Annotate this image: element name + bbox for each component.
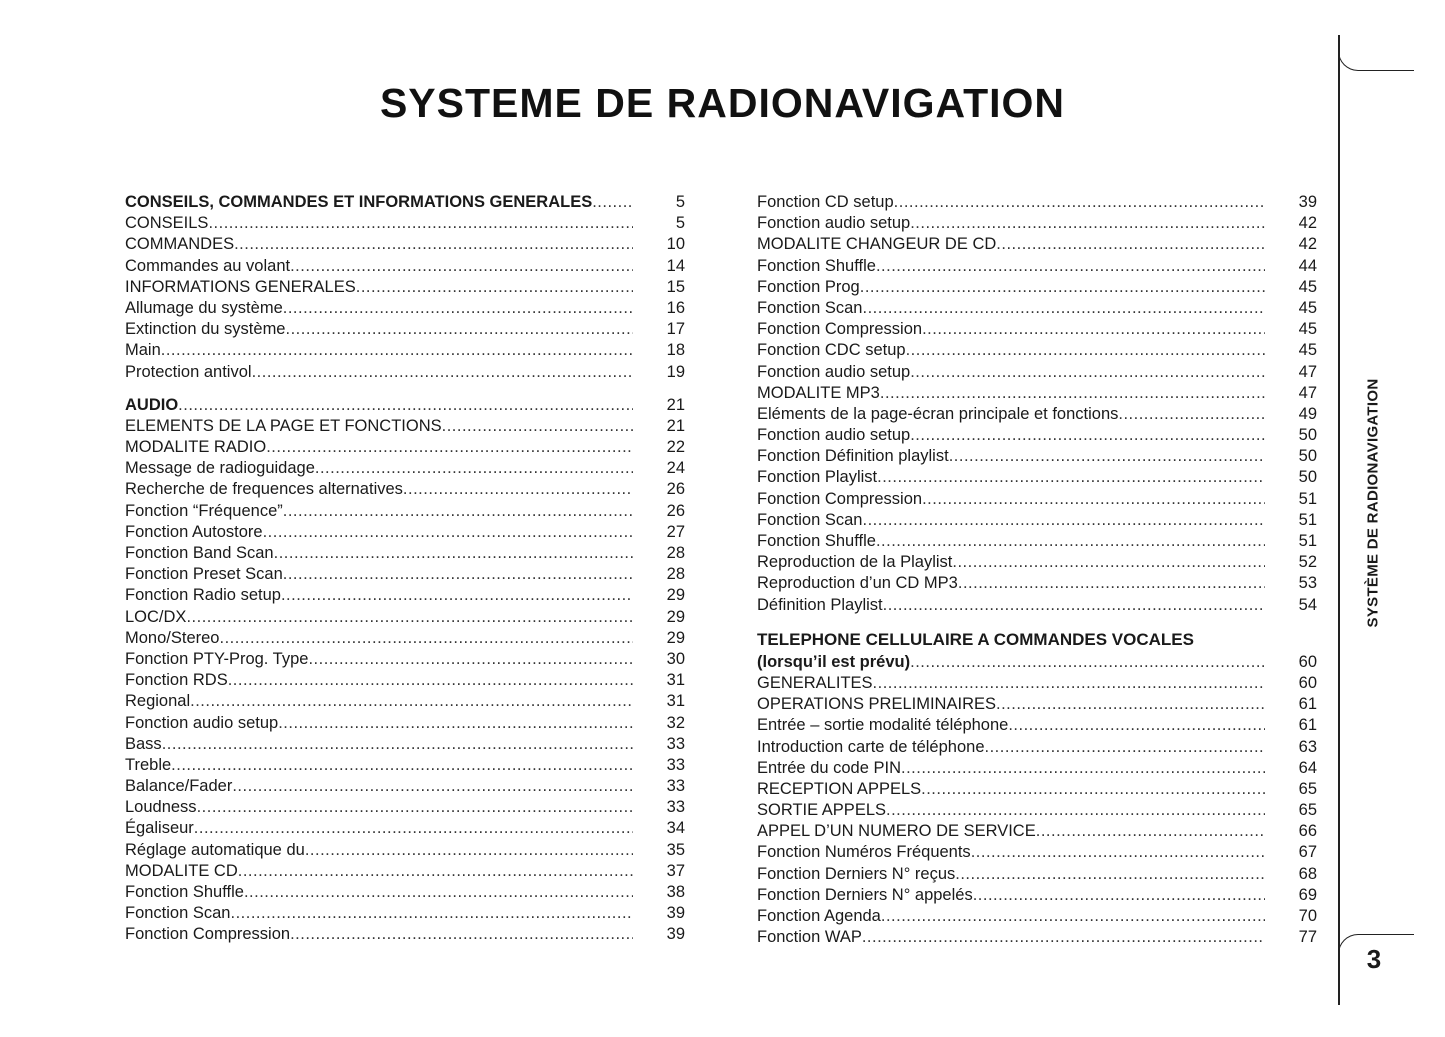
toc-entry-page: 70: [1298, 907, 1317, 925]
toc-entry-label: Main: [125, 341, 161, 360]
toc-entry-label: Allumage du système: [125, 298, 283, 317]
toc-entry-page: 42: [1298, 214, 1317, 233]
toc-entry-page: 51: [1298, 532, 1317, 550]
side-tab-top-corner: [1338, 50, 1414, 71]
toc-entry[interactable]: [757, 673, 1317, 694]
toc-entry-page: 18: [666, 341, 685, 360]
toc-entry-label: CONSEILS: [125, 214, 209, 233]
toc-entry[interactable]: [125, 256, 685, 277]
toc-entry[interactable]: [757, 362, 1317, 383]
dot-leader: [283, 501, 633, 522]
toc-entry-page: 30: [666, 649, 685, 668]
toc-entry[interactable]: [757, 298, 1317, 319]
dot-leader: [171, 755, 633, 776]
toc-entry-label: Égaliseur: [125, 819, 194, 838]
toc-entry[interactable]: [757, 800, 1317, 821]
toc-entry-label: Fonction Autostore: [125, 522, 263, 541]
dot-leader: [197, 797, 633, 818]
toc-entry[interactable]: [125, 479, 685, 500]
toc-entry-page: 66: [1298, 822, 1317, 841]
dot-leader: [958, 573, 1265, 594]
toc-entry-page: 45: [1298, 277, 1317, 296]
toc-entry[interactable]: [125, 903, 685, 924]
dot-leader: [283, 298, 633, 319]
toc-entry-label: Mono/Stereo: [125, 628, 220, 647]
dot-leader: [442, 416, 633, 437]
toc-entry-label: CONSEILS, COMMANDES ET INFORMATIONS GENERALES: [125, 193, 593, 211]
dot-leader: [876, 531, 1265, 552]
toc-entry[interactable]: [757, 383, 1317, 404]
dot-leader: [274, 543, 633, 564]
toc-entry-label: Fonction Scan: [757, 298, 863, 317]
toc-entry-page: 51: [1298, 489, 1317, 508]
toc-entry-page: 19: [666, 362, 685, 381]
toc-entry[interactable]: [125, 924, 685, 945]
toc-entry-page: 61: [1298, 695, 1317, 714]
dot-leader: [921, 779, 1265, 800]
toc-entry-page: 26: [666, 501, 685, 520]
toc-entry-page: 64: [1298, 758, 1317, 777]
toc-entry-page: 29: [666, 607, 685, 626]
toc-entry[interactable]: [125, 543, 685, 564]
section-gap: [757, 616, 1317, 628]
toc-entry-label: Fonction Derniers N° appelés: [757, 885, 973, 904]
dot-leader: [862, 927, 1265, 948]
toc-entry[interactable]: [125, 319, 685, 340]
dot-leader: [985, 737, 1266, 758]
toc-entry-label: Loudness: [125, 798, 197, 817]
toc-entry[interactable]: [757, 595, 1317, 616]
toc-entry[interactable]: [757, 531, 1317, 552]
toc-entry[interactable]: [125, 649, 685, 670]
toc-entry-label: INFORMATIONS GENERALES: [125, 277, 356, 296]
dot-leader: [186, 607, 633, 628]
dot-leader: [906, 340, 1265, 361]
toc-entry-page: 50: [1298, 426, 1317, 445]
dot-leader: [252, 362, 633, 383]
toc-entry-label: Eléments de la page-écran principale et fonctions: [757, 404, 1119, 423]
toc-entry-label: Fonction Shuffle: [757, 256, 876, 275]
toc-entry-label: Fonction Radio setup: [125, 586, 281, 605]
toc-entry-label: Entrée – sortie modalité téléphone: [757, 716, 1009, 735]
toc-entry[interactable]: [757, 319, 1317, 340]
toc-entry-page: 31: [666, 671, 685, 690]
dot-leader: [910, 213, 1265, 234]
toc-entry[interactable]: [125, 607, 685, 628]
toc-entry-label: SORTIE APPELS: [757, 801, 887, 820]
dot-leader: [996, 694, 1265, 715]
dot-leader: [873, 673, 1265, 694]
dot-leader: [403, 479, 633, 500]
toc-entry[interactable]: [757, 510, 1317, 531]
toc-entry[interactable]: [757, 573, 1317, 594]
toc-entry-page: 63: [1298, 737, 1317, 756]
dot-leader: [219, 628, 633, 649]
toc-entry[interactable]: [125, 234, 685, 255]
dot-leader: [283, 564, 633, 585]
dot-leader: [883, 595, 1265, 616]
toc-entry-page: 21: [666, 416, 685, 435]
toc-entry-label: ELEMENTS DE LA PAGE ET FONCTIONS: [125, 416, 442, 435]
toc-entry-label: Fonction Compression: [757, 320, 923, 339]
toc-entry[interactable]: [757, 552, 1317, 573]
dot-leader: [281, 585, 633, 606]
toc-entry-page: 53: [1298, 574, 1317, 593]
toc-entry-label: Fonction audio setup: [125, 713, 279, 732]
toc-entry[interactable]: [125, 522, 685, 543]
toc-entry-label: Définition Playlist: [757, 595, 883, 614]
toc-entry-page: 33: [666, 734, 685, 753]
toc-entry-label: Fonction WAP: [757, 928, 862, 947]
toc-entry-label: Extinction du système: [125, 320, 286, 339]
toc-entry-label: Fonction Compression: [757, 489, 923, 508]
toc-entry[interactable]: [125, 861, 685, 882]
toc-entry[interactable]: [125, 818, 685, 839]
dot-leader: [228, 670, 633, 691]
toc-entry-page: 50: [1298, 468, 1317, 487]
toc-entry-page: 50: [1298, 447, 1317, 466]
toc-entry-label: Fonction RDS: [125, 671, 228, 690]
dot-leader: [910, 652, 1265, 673]
dot-leader: [877, 467, 1265, 488]
toc-entry-label: Message de radioguidage: [125, 459, 315, 478]
dot-leader: [862, 298, 1265, 319]
dot-leader: [971, 842, 1265, 863]
toc-entry[interactable]: [125, 691, 685, 712]
toc-entry-page: 65: [1298, 779, 1317, 798]
toc-entry[interactable]: [125, 340, 685, 361]
toc-entry[interactable]: [125, 213, 685, 234]
dot-leader: [162, 734, 633, 755]
toc-entry[interactable]: [757, 864, 1317, 885]
toc-entry[interactable]: [125, 734, 685, 755]
dot-leader: [290, 924, 633, 945]
dot-leader: [1036, 821, 1265, 842]
toc-entry-label: GENERALITES: [757, 673, 873, 692]
toc-entry[interactable]: [757, 694, 1317, 715]
toc-section-heading: TELEPHONE CELLULAIRE A COMMANDES VOCALES: [757, 629, 1194, 649]
toc-entry-label: Fonction Compression: [125, 925, 291, 944]
toc-entry-page: 68: [1298, 864, 1317, 883]
toc-entry-page: 52: [1298, 553, 1317, 572]
toc-entry[interactable]: [757, 446, 1317, 467]
toc-entry-label: APPEL D’UN NUMERO DE SERVICE: [757, 822, 1036, 841]
toc-entry-label: COMMANDES: [125, 235, 235, 254]
toc-entry-label: Fonction Preset Scan: [125, 565, 283, 584]
toc-entry-label: Reproduction d’un CD MP3: [757, 574, 958, 593]
dot-leader: [290, 256, 633, 277]
toc-entry-page: 77: [1298, 928, 1317, 947]
dot-leader: [886, 800, 1265, 821]
toc-left-column: [125, 192, 685, 946]
toc-entry-page: 24: [666, 459, 685, 478]
toc-entry-page: 27: [666, 522, 685, 541]
dot-leader: [244, 882, 633, 903]
toc-entry[interactable]: [125, 501, 685, 522]
toc-entry-page: 44: [1298, 256, 1317, 275]
dot-leader: [901, 758, 1265, 779]
dot-leader: [232, 776, 633, 797]
toc-entry-label: Fonction Shuffle: [757, 532, 876, 550]
toc-entry-label: Commandes au volant: [125, 256, 291, 275]
toc-entry-page: 21: [666, 395, 685, 414]
toc-entry-label: Entrée du code PIN: [757, 758, 902, 777]
toc-entry-label: LOC/DX: [125, 607, 187, 626]
toc-entry-page: 31: [666, 692, 685, 711]
toc-entry-page: 37: [666, 861, 685, 880]
toc-entry-label: Regional: [125, 692, 191, 711]
toc-entry-label: Fonction PTY-Prog. Type: [125, 649, 309, 668]
dot-leader: [238, 861, 633, 882]
toc-entry[interactable]: [125, 797, 685, 818]
dot-leader: [881, 906, 1265, 927]
toc-entry[interactable]: [125, 564, 685, 585]
dot-leader: [230, 903, 633, 924]
dot-leader: [234, 234, 633, 255]
toc-entry[interactable]: [757, 842, 1317, 863]
toc-entry-label: RECEPTION APPELS: [757, 779, 922, 798]
toc-entry-label: Fonction Band Scan: [125, 544, 274, 562]
dot-leader: [949, 446, 1265, 467]
dot-leader: [266, 437, 633, 458]
toc-entry-label: Recherche de frequences alternatives: [125, 480, 403, 499]
toc-entry[interactable]: [757, 737, 1317, 758]
toc-entry[interactable]: [125, 416, 685, 437]
toc-entry[interactable]: [125, 755, 685, 776]
toc-entry-page: 39: [666, 925, 685, 944]
toc-entry-page: 15: [666, 277, 685, 296]
toc-entry-label: Bass: [125, 734, 162, 753]
toc-entry[interactable]: [757, 213, 1317, 234]
toc-entry[interactable]: [757, 404, 1317, 425]
toc-entry-page: 69: [1298, 885, 1317, 904]
toc-entry-label: Balance/Fader: [125, 777, 233, 796]
dot-leader: [263, 522, 633, 543]
toc-entry-label: Fonction Scan: [757, 510, 863, 529]
dot-leader: [208, 213, 633, 234]
dot-leader: [315, 458, 633, 479]
toc-entry[interactable]: [757, 821, 1317, 842]
section-gap: [125, 383, 685, 395]
toc-entry-label: MODALITE CHANGEUR DE CD: [757, 235, 997, 254]
dot-leader: [973, 885, 1265, 906]
toc-entry[interactable]: [125, 882, 685, 903]
dot-leader: [305, 840, 633, 861]
toc-entry-page: 16: [666, 298, 685, 317]
toc-entry-page: 10: [666, 235, 685, 254]
toc-entry-label: Fonction Définition playlist: [757, 447, 949, 466]
toc-entry-page: 33: [666, 798, 685, 817]
toc-entry-page: 65: [1298, 801, 1317, 820]
dot-leader: [356, 277, 633, 298]
toc-entry-page: 51: [1298, 510, 1317, 529]
toc-entry-page: 29: [666, 586, 685, 605]
toc-entry-label: Reproduction de la Playlist: [757, 553, 953, 572]
dot-leader: [922, 319, 1265, 340]
toc-entry-label: Fonction “Fréquence”: [125, 501, 283, 520]
toc-entry-label: Réglage automatique du: [125, 840, 305, 859]
dot-leader: [286, 319, 634, 340]
toc-entry[interactable]: [125, 628, 685, 649]
toc-entry-label: Fonction Numéros Fréquents: [757, 843, 971, 862]
dot-leader: [1118, 404, 1265, 425]
page-number: 3: [1366, 944, 1382, 974]
toc-entry-label: MODALITE RADIO: [125, 438, 267, 457]
toc-entry[interactable]: [125, 840, 685, 861]
toc-entry-page: 26: [666, 480, 685, 499]
toc-entry-label: Fonction audio setup: [757, 362, 911, 381]
toc-entry-page: 45: [1298, 298, 1317, 317]
dot-leader: [308, 649, 633, 670]
toc-entry-page: 38: [666, 883, 685, 901]
toc-entry[interactable]: [125, 458, 685, 479]
toc-entry[interactable]: [757, 467, 1317, 488]
dot-leader: [880, 383, 1265, 404]
toc-entry-label: Fonction Scan: [125, 904, 231, 923]
toc-entry-label: Protection antivol: [125, 362, 252, 381]
dot-leader: [952, 552, 1265, 573]
toc-entry-label: (lorsqu’il est prévu): [757, 652, 911, 671]
toc-entry-page: 47: [1298, 383, 1317, 402]
dot-leader: [592, 192, 633, 213]
toc-entry-label: Fonction Playlist: [757, 468, 878, 487]
toc-entry[interactable]: [125, 437, 685, 458]
toc-entry-page: 60: [1298, 652, 1317, 671]
toc-entry-page: 34: [666, 819, 685, 838]
dot-leader: [996, 234, 1265, 255]
toc-entry-label: OPERATIONS PRELIMINAIRES: [757, 695, 996, 714]
toc-entry[interactable]: [125, 395, 685, 416]
toc-entry[interactable]: [125, 192, 685, 213]
toc-entry[interactable]: [125, 298, 685, 319]
toc-entry[interactable]: [125, 277, 685, 298]
dot-leader: [860, 277, 1265, 298]
toc-entry-page: 61: [1298, 716, 1317, 735]
dot-leader: [894, 192, 1265, 213]
toc-entry-label: Fonction Prog: [757, 277, 860, 296]
toc-entry-page: 33: [666, 777, 685, 796]
toc-entry-page: 39: [1298, 193, 1317, 211]
toc-entry-page: 28: [666, 565, 685, 584]
toc-entry[interactable]: [757, 489, 1317, 510]
toc-entry[interactable]: [757, 192, 1317, 213]
side-tab-rule: [1338, 35, 1340, 1005]
toc-entry[interactable]: [757, 425, 1317, 446]
page-title: SYSTEME DE RADIONAVIGATION: [379, 80, 1066, 126]
toc-entry-label: Fonction audio setup: [757, 426, 911, 445]
toc-entry[interactable]: [757, 885, 1317, 906]
toc-entry-label: AUDIO: [125, 395, 179, 414]
toc-entry-label: Fonction audio setup: [757, 214, 911, 233]
toc-entry[interactable]: [125, 362, 685, 383]
side-tab-label: SYSTÈME DE RADIONAVIGATION: [1364, 378, 1382, 628]
toc-entry-page: 5: [675, 214, 685, 233]
toc-entry-label: Fonction Agenda: [757, 907, 881, 925]
toc-entry[interactable]: [757, 758, 1317, 779]
toc-entry-label: Fonction CDC setup: [757, 341, 906, 360]
toc-entry-page: 32: [666, 713, 685, 732]
toc-entry-page: 17: [666, 320, 685, 339]
toc-entry[interactable]: [757, 927, 1317, 948]
dot-leader: [862, 510, 1265, 531]
toc-entry-page: 47: [1298, 362, 1317, 381]
toc-entry[interactable]: [757, 277, 1317, 298]
toc-entry[interactable]: [125, 585, 685, 606]
toc-entry-page: 54: [1298, 595, 1317, 614]
toc-entry-label: Treble: [125, 755, 172, 774]
toc-entry[interactable]: [757, 340, 1317, 361]
toc-entry-label: Fonction Derniers N° reçus: [757, 864, 956, 883]
toc-entry-page: 67: [1298, 843, 1317, 862]
toc-entry[interactable]: [757, 715, 1317, 736]
toc-entry-page: 35: [666, 840, 685, 859]
toc-entry-page: 60: [1298, 673, 1317, 692]
dot-leader: [1008, 715, 1265, 736]
toc-entry[interactable]: [757, 234, 1317, 255]
toc-entry-label: Fonction Shuffle: [125, 883, 244, 901]
toc-entry-page: 45: [1298, 341, 1317, 360]
dot-leader: [910, 425, 1265, 446]
toc-entry-page: 5: [675, 193, 685, 211]
toc-entry[interactable]: [757, 652, 1317, 673]
toc-right-column: [757, 192, 1317, 948]
toc-entry[interactable]: [757, 906, 1317, 927]
toc-entry[interactable]: [125, 713, 685, 734]
toc-entry-page: 45: [1298, 320, 1317, 339]
dot-leader: [876, 256, 1265, 277]
dot-leader: [194, 818, 633, 839]
dot-leader: [178, 395, 633, 416]
dot-leader: [922, 489, 1265, 510]
toc-entry-page: 28: [666, 544, 685, 562]
dot-leader: [278, 713, 633, 734]
dot-leader: [161, 340, 633, 361]
dot-leader: [910, 362, 1265, 383]
toc-entry[interactable]: [757, 256, 1317, 277]
toc-entry[interactable]: [757, 779, 1317, 800]
dot-leader: [955, 864, 1265, 885]
toc-entry[interactable]: [125, 776, 685, 797]
toc-entry-page: 42: [1298, 235, 1317, 254]
toc-entry-page: 14: [666, 256, 685, 275]
toc-entry-label: Introduction carte de téléphone: [757, 737, 985, 756]
toc-entry-label: Fonction CD setup: [757, 193, 894, 211]
toc-entry-page: 33: [666, 755, 685, 774]
toc-entry[interactable]: [125, 670, 685, 691]
toc-entry-page: 49: [1298, 404, 1317, 423]
toc-entry-page: 29: [666, 628, 685, 647]
toc-entry-page: 22: [666, 438, 685, 457]
toc-entry-label: MODALITE MP3: [757, 383, 880, 402]
toc-entry-page: 39: [666, 904, 685, 923]
toc-entry-label: MODALITE CD: [125, 861, 238, 880]
dot-leader: [190, 691, 633, 712]
